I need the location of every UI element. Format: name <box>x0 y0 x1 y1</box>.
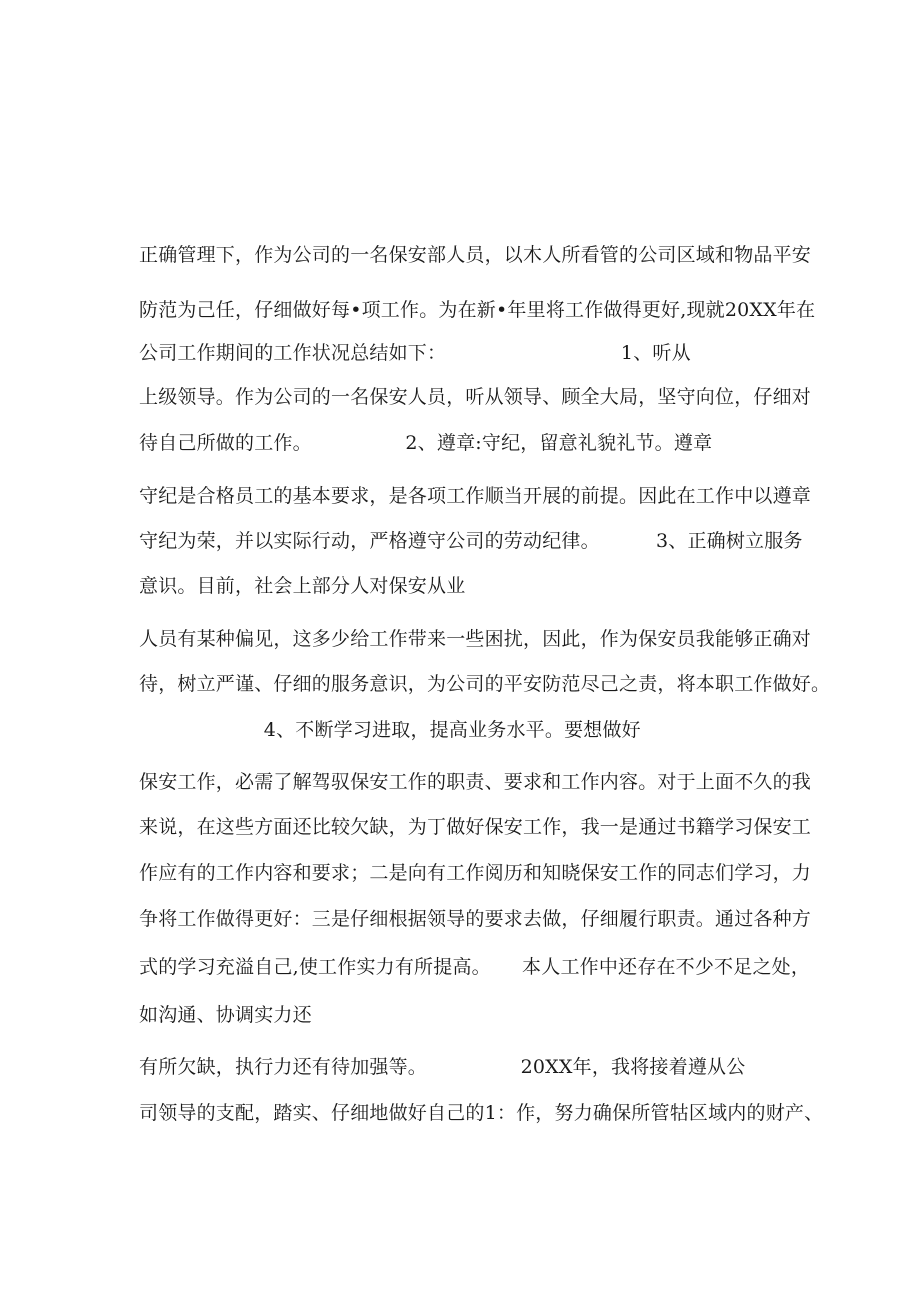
text-line-6: 守纪是合格员工的基本要求，是各项工作顺当开展的前提。因此在工作中以遵章 <box>139 485 812 507</box>
text-line-12: 保安工作，必需了解驾驭保安工作的职责、要求和工作内容。对于上面不久的我 <box>139 771 812 793</box>
text-line-18: 有所欠缺，执行力还有待加强等。 20XX年，我将接着遵从公 <box>139 1056 746 1078</box>
text-line-7: 守纪为荣，并以实际行动，严格遵守公司的劳动纪律。 3、正确树立服务 <box>139 530 803 552</box>
text-line-2: 防范为己任，仔细做好每•项工作。为在新•年里将工作做得更好,现就20XX年在 <box>139 299 816 321</box>
text-line-16: 式的学习充溢自己,使工作实力有所提高。 本人工作中还存在不少不足之处， <box>139 956 811 978</box>
text-line-3: 公司工作期间的工作状况总结如下： 1、听从 <box>139 342 691 364</box>
text-line-11: 4、不断学习进取，提高业务水平。要想做好 <box>139 719 641 741</box>
text-line-19: 司领导的支配，踏实、仔细地做好自己的1：作，努力确保所管牯区域内的财产、 <box>139 1102 824 1124</box>
text-line-14: 作应有的工作内容和要求；二是向有工作阅历和知晓保安工作的同志们学习，力 <box>139 862 812 884</box>
text-line-15: 争将工作做得更好：三是仔细根据领导的要求去做，仔细履行职责。通过各种方 <box>139 908 812 930</box>
text-line-17: 如沟通、协调实力还 <box>139 1004 312 1026</box>
text-line-8: 意识。目前，社会上部分人对保安从业 <box>139 575 466 597</box>
text-line-13: 来说，在这些方面还比较欠缺，为丁做好保安工作，我一是通过书籍学习保安工 <box>139 816 812 838</box>
text-line-5: 待自己所做的工作。 2、遵章:守纪，留意礼貌礼节。遵章 <box>139 432 713 454</box>
text-line-1: 正确管理下，作为公司的一名保安部人员，以木人所看管的公司区域和物品平安 <box>139 244 812 266</box>
text-line-10: 待，树立严谨、仔细的服务意识，为公司的平安防范尽己之责，将本职工作做好。 <box>139 673 831 695</box>
text-line-9: 人员有某种偏见，这多少给工作带来一些困扰，因此，作为保安员我能够正确对 <box>139 628 812 650</box>
text-line-4: 上级领导。作为公司的一名保安人员，听从领导、顾全大局，坚守向位，仔细对 <box>139 386 812 408</box>
